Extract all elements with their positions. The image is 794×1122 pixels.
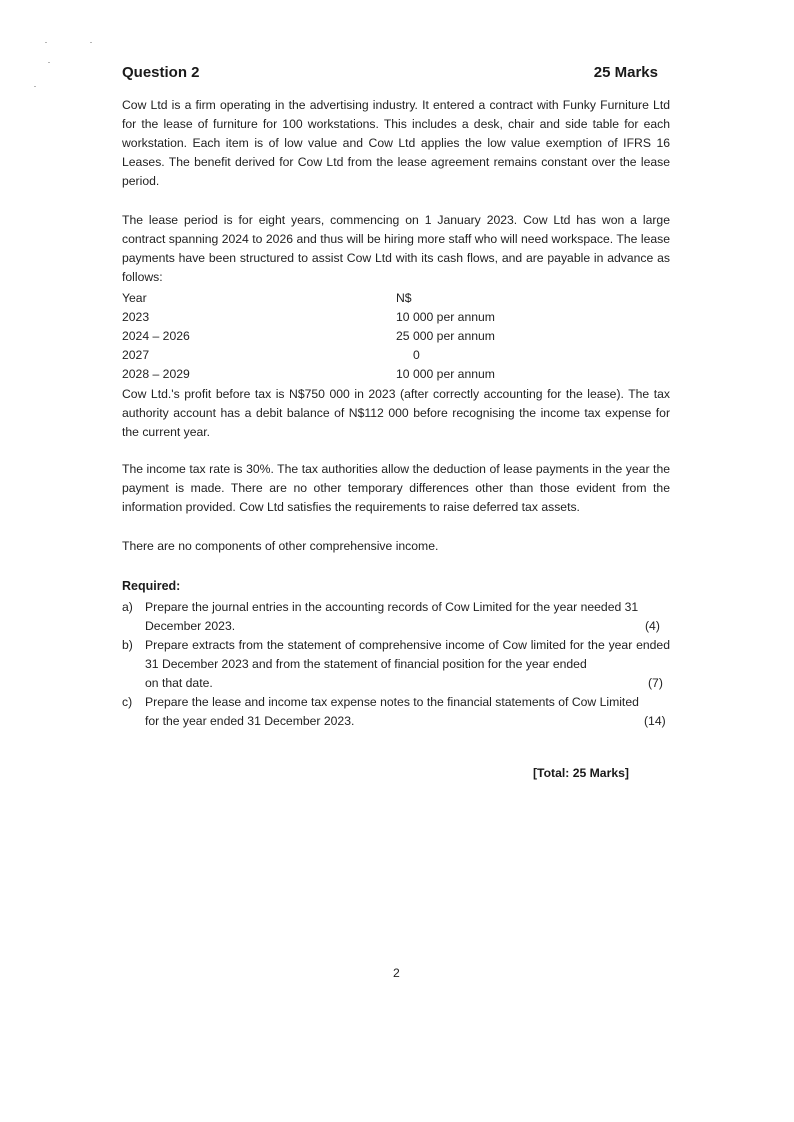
lease-period-paragraph: The lease period is for eight years, commencing on 1 January 2023. Cow Ltd has won a large contract spanning 2024 to 2026 and thus will be hiring more staff who will need workspace. The lease payments have been structured to assist Cow Ltd with its cash flows, and are payable in advance as follows: [122, 213, 670, 284]
question-title: Question 2 [122, 64, 200, 81]
question-header [122, 64, 658, 81]
required-item-text-end: on that date. [145, 676, 213, 690]
required-item-text: Prepare extracts from the statement of comprehensive income of Cow limited for the year ended 31 December 2023 and from the statement of financial position for the year ended [145, 638, 670, 671]
required-item [122, 598, 670, 636]
schedule-year-header: Year [122, 291, 147, 305]
total-marks: [Total: 25 Marks] [533, 766, 629, 780]
required-item [122, 636, 670, 693]
oci-paragraph: There are no components of other comprehensive income. [122, 539, 439, 553]
page-number: 2 [393, 966, 400, 980]
scan-speck [34, 86, 36, 87]
required-item-letter: b) [122, 638, 133, 652]
question-marks: 25 Marks [593, 64, 658, 81]
schedule-row [122, 346, 670, 365]
tax-rate-paragraph: The income tax rate is 30%. The tax authorities allow the deduction of lease payments in the year the payment is made. There are no other temporary differences other than those evident from the information provided. Cow Ltd satisfies the requirements to raise deferred tax assets. [122, 462, 670, 514]
schedule-row [122, 308, 670, 327]
schedule-year: 2023 [122, 310, 150, 324]
required-item-text: Prepare the lease and income tax expense notes to the financial statements of Cow Limited [145, 695, 639, 709]
required-item-letter: c) [122, 695, 133, 709]
required-item-text-end: December 2023. [145, 619, 236, 633]
required-item-marks: (4) [645, 619, 660, 633]
schedule-row [122, 327, 670, 346]
schedule-row [122, 365, 670, 384]
scan-speck [48, 62, 50, 63]
required-item-marks: (7) [648, 676, 663, 690]
required-item-letter: a) [122, 600, 133, 614]
required-item-text-end: for the year ended 31 December 2023. [145, 714, 355, 728]
schedule-year: 2024 – 2026 [122, 329, 190, 343]
required-item-last-line [145, 712, 670, 731]
schedule-amount: 25 000 per annum [396, 329, 495, 343]
required-item-last-line [145, 674, 670, 693]
required-heading: Required: [122, 579, 181, 593]
schedule-year: 2027 [122, 348, 150, 362]
required-item-last-line [145, 617, 670, 636]
intro-paragraph: Cow Ltd is a firm operating in the advertising industry. It entered a contract with Funky Furniture Ltd for the lease of furniture for 100 workstations. This includes a desk, chair and side table for each workstation. Each item is of low value and Cow Ltd applies the low value exemption of IFRS 16 Leases. The benefit derived for Cow Ltd from the lease agreement remains constant over the lease period. [122, 98, 670, 188]
scan-speck [90, 42, 92, 43]
schedule-amount: 10 000 per annum [396, 367, 495, 381]
profit-paragraph: Cow Ltd.'s profit before tax is N$750 000 in 2023 (after correctly accounting for the lease). The tax authority account has a debit balance of N$112 000 before recognising the income tax expense for the current year. [122, 387, 670, 439]
schedule-amount-header: N$ [396, 291, 412, 305]
required-item-marks: (14) [644, 714, 666, 728]
scan-speck [45, 42, 47, 43]
payment-schedule [122, 289, 670, 384]
schedule-amount: 10 000 per annum [396, 310, 495, 324]
required-list [122, 598, 670, 731]
schedule-year: 2028 – 2029 [122, 367, 190, 381]
schedule-header-row [122, 289, 670, 308]
required-item-text: Prepare the journal entries in the accounting records of Cow Limited for the year needed 31 [145, 600, 639, 614]
required-item [122, 693, 670, 731]
schedule-amount: 0 [413, 348, 420, 362]
